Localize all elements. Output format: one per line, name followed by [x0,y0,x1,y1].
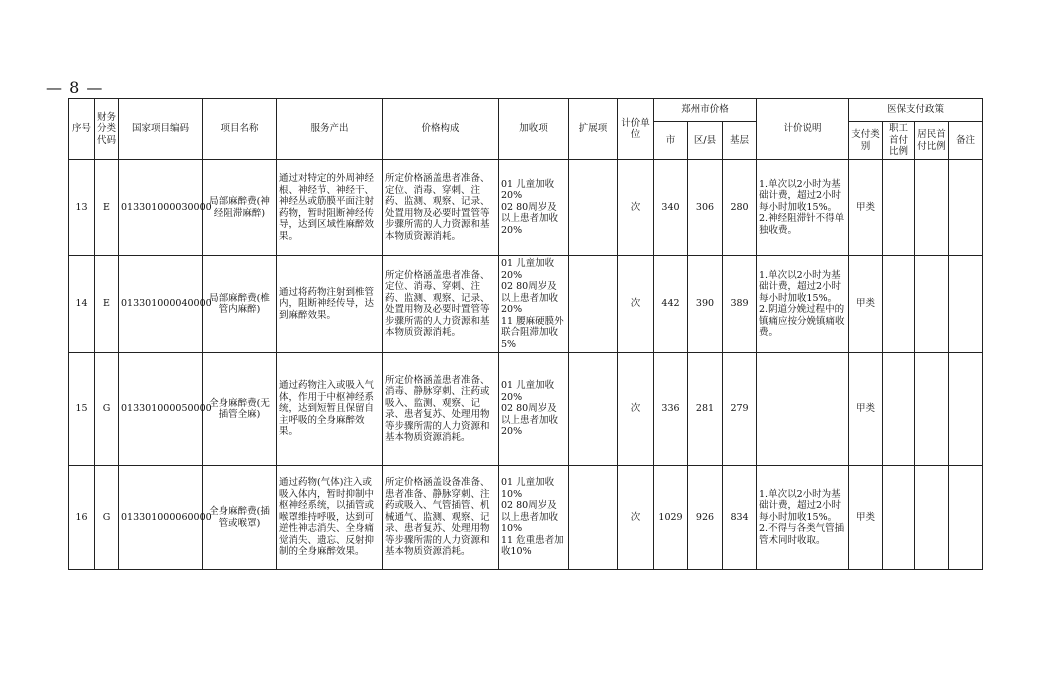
cell-district-price: 390 [688,256,723,353]
cell-resident-ratio [915,160,949,256]
header-fin-code: 财务分类代码 [95,99,119,160]
cell-unit: 次 [618,256,654,353]
header-city-price-group: 郑州市价格 [654,99,757,122]
cell-seq: 15 [69,353,95,466]
cell-name: 全身麻醉费(插管或喉罩) [203,466,277,570]
cell-pay-type: 甲类 [849,256,883,353]
cell-price-comp: 所定价格涵盖患者准备、定位、消毒、穿刺、注药、监测、观察、记录、处置用物及必要时置管等步骤所需的人力资源和基本物质资源消耗。 [383,256,499,353]
cell-district-price: 281 [688,353,723,466]
header-ext: 扩展项 [569,99,618,160]
cell-ext [569,353,618,466]
cell-ext [569,466,618,570]
header-employee-ratio: 职工首付比例 [883,122,915,160]
cell-resident-ratio [915,353,949,466]
cell-nat-code: 013301000030000 [119,160,203,256]
cell-seq: 14 [69,256,95,353]
header-district: 区/县 [688,122,723,160]
cell-remark [949,353,983,466]
cell-unit: 次 [618,160,654,256]
cell-unit: 次 [618,466,654,570]
header-base: 基层 [723,122,757,160]
cell-district-price: 926 [688,466,723,570]
cell-resident-ratio [915,466,949,570]
table-row [69,353,983,466]
header-remark: 备注 [949,122,983,160]
cell-service: 通过对特定的外周神经根、神经节、神经干、神经丛或筋膜平面注射药物，暂时阻断神经传导，达到区域性麻醉效果。 [277,160,383,256]
cell-name: 全身麻醉费(无插管全麻) [203,353,277,466]
header-city: 市 [654,122,688,160]
cell-name: 局部麻醉费(椎管内麻醉) [203,256,277,353]
cell-note-desc: 1.单次以2小时为基础计费，超过2小时每小时加收15%。 2.不得与各类气管插管术同时收取。 [757,466,849,570]
cell-pay-type: 甲类 [849,353,883,466]
cell-city-price: 336 [654,353,688,466]
cell-employee-ratio [883,256,915,353]
header-name: 项目名称 [203,99,277,160]
header-policy-group: 医保支付政策 [849,99,983,122]
header-surcharge: 加收项 [499,99,569,160]
cell-employee-ratio [883,160,915,256]
cell-ext [569,256,618,353]
header-nat-code: 国家项目编码 [119,99,203,160]
cell-seq: 16 [69,466,95,570]
header-price-comp: 价格构成 [383,99,499,160]
header-seq: 序号 [69,99,95,160]
header-pay-type: 支付类别 [849,122,883,160]
cell-employee-ratio [883,353,915,466]
cell-city-price: 442 [654,256,688,353]
cell-remark [949,466,983,570]
cell-price-comp: 所定价格涵盖患者准备、消毒、静脉穿刺、注药或吸入、监测、观察、记录、患者复苏、处理用物等步骤所需的人力资源和基本物质资源消耗。 [383,353,499,466]
cell-base-price: 834 [723,466,757,570]
cell-unit: 次 [618,353,654,466]
header-note-desc: 计价说明 [757,99,849,160]
cell-service: 通过将药物注射到椎管内，阻断神经传导，达到麻醉效果。 [277,256,383,353]
cell-surcharge: 01 儿童加收20% 02 80周岁及以上患者加收20% 11 腰麻硬膜外联合阻滞加收5% [499,256,569,353]
cell-price-comp: 所定价格涵盖患者准备、定位、消毒、穿刺、注药、监测、观察、记录、处置用物及必要时置管等步骤所需的人力资源和基本物质资源消耗。 [383,160,499,256]
cell-price-comp: 所定价格涵盖设备准备、患者准备、静脉穿刺、注药或吸入、气管插管、机械通气、监测、观察、记录、患者复苏、处理用物等步骤所需的人力资源和基本物质资源消耗。 [383,466,499,570]
cell-note-desc: 1.单次以2小时为基础计费，超过2小时每小时加收15%。 2.神经阻滞针不得单独收费。 [757,160,849,256]
cell-city-price: 1029 [654,466,688,570]
header-unit: 计价单位 [618,99,654,160]
cell-pay-type: 甲类 [849,466,883,570]
cell-pay-type: 甲类 [849,160,883,256]
table-row [69,256,983,353]
cell-note-desc [757,353,849,466]
cell-nat-code: 013301000050000 [119,353,203,466]
cell-nat-code: 013301000040000 [119,256,203,353]
cell-remark [949,160,983,256]
cell-district-price: 306 [688,160,723,256]
cell-note-desc: 1.单次以2小时为基础计费，超过2小时每小时加收15%。 2.阴道分娩过程中的镇痛应按分娩镇痛收费。 [757,256,849,353]
cell-service: 通过药物(气体)注入或吸入体内，暂时抑制中枢神经系统，以插管或喉罩维持呼吸，达到可逆性神志消失、全身痛觉消失、遗忘、反射抑制的全身麻醉效果。 [277,466,383,570]
cell-fin-code: E [95,160,119,256]
cell-service: 通过药物注入或吸入气体，作用于中枢神经系统，达到短暂且保留自主呼吸的全身麻醉效果。 [277,353,383,466]
cell-fin-code: G [95,466,119,570]
page-number: — 8 — [46,78,104,97]
cell-resident-ratio [915,256,949,353]
cell-fin-code: E [95,256,119,353]
cell-remark [949,256,983,353]
table-row [69,466,983,570]
cell-base-price: 279 [723,353,757,466]
pricing-table [68,98,983,570]
cell-fin-code: G [95,353,119,466]
table-row [69,160,983,256]
header-resident-ratio: 居民首付比例 [915,122,949,160]
cell-name: 局部麻醉费(神经阻滞麻醉) [203,160,277,256]
header-service: 服务产出 [277,99,383,160]
cell-nat-code: 013301000060000 [119,466,203,570]
cell-city-price: 340 [654,160,688,256]
cell-base-price: 280 [723,160,757,256]
cell-employee-ratio [883,466,915,570]
cell-surcharge: 01 儿童加收20% 02 80周岁及以上患者加收20% [499,160,569,256]
cell-ext [569,160,618,256]
cell-base-price: 389 [723,256,757,353]
cell-seq: 13 [69,160,95,256]
cell-surcharge: 01 儿童加收10% 02 80周岁及以上患者加收10% 11 危重患者加收10% [499,466,569,570]
cell-surcharge: 01 儿童加收20% 02 80周岁及以上患者加收20% [499,353,569,466]
